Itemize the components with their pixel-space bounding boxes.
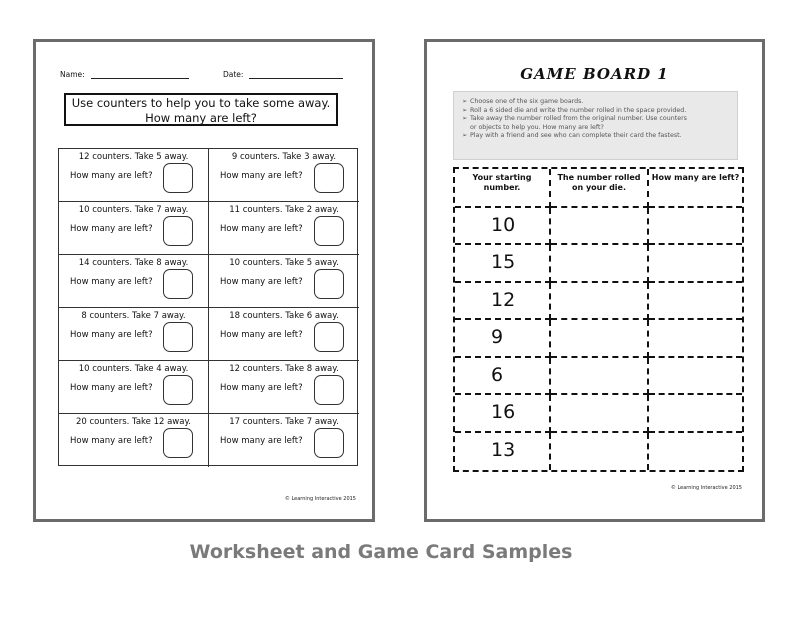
question-grid bbox=[58, 148, 358, 466]
date-label: Date: bbox=[223, 70, 244, 79]
question-cell bbox=[59, 255, 209, 308]
question-text: 12 counters. Take 8 away. bbox=[229, 364, 339, 374]
name-line bbox=[91, 70, 189, 79]
die-roll-cell[interactable] bbox=[551, 245, 649, 282]
die-roll-cell[interactable] bbox=[551, 358, 649, 395]
answer-cell[interactable] bbox=[649, 320, 742, 357]
answer-box[interactable] bbox=[314, 428, 344, 458]
answer-cell[interactable] bbox=[649, 283, 742, 320]
game-board-title: GAME BOARD 1 bbox=[520, 65, 669, 83]
answer-box[interactable] bbox=[314, 269, 344, 299]
die-roll-cell[interactable] bbox=[551, 433, 649, 470]
question-text: 9 counters. Take 3 away. bbox=[231, 152, 337, 162]
date-row bbox=[223, 70, 343, 79]
instruction-line-1: Use counters to help you to take some away. bbox=[71, 96, 331, 110]
answer-box[interactable] bbox=[163, 375, 193, 405]
answer-box[interactable] bbox=[163, 163, 193, 193]
question-cell bbox=[209, 202, 359, 255]
worksheet-copyright: © Learning Interactive 2015 bbox=[284, 496, 356, 502]
instruction-item: ➢ Take away the number rolled from the original number. Use counters bbox=[462, 115, 687, 123]
how-many-label: How many are left? bbox=[220, 330, 303, 340]
question-cell bbox=[209, 414, 359, 467]
name-label: Name: bbox=[60, 70, 85, 79]
starting-number: 10 bbox=[455, 208, 551, 245]
question-text: 10 counters. Take 7 away. bbox=[78, 205, 189, 215]
question-text: 10 counters. Take 5 away. bbox=[229, 258, 339, 268]
die-roll-cell[interactable] bbox=[551, 208, 649, 245]
instruction-item: ➢ Roll a 6 sided die and write the number rolled in the space provided. bbox=[462, 106, 687, 114]
bullet-arrow-icon: ➢ bbox=[462, 98, 468, 105]
instruction-item: ➢ Choose one of the six game boards. bbox=[462, 98, 584, 105]
bullet-arrow-icon: ➢ bbox=[462, 132, 468, 140]
question-cell bbox=[209, 255, 359, 308]
table-header: How many are left? bbox=[649, 169, 742, 208]
answer-box[interactable] bbox=[163, 216, 193, 246]
answer-cell[interactable] bbox=[649, 395, 742, 432]
how-many-label: How many are left? bbox=[220, 383, 303, 393]
table-header: The number rolled on your die. bbox=[551, 169, 649, 208]
instruction-item: ➢ Play with a friend and see who can complete their card the fastest. bbox=[462, 132, 682, 140]
question-cell bbox=[209, 308, 359, 361]
table-header: Your starting number. bbox=[455, 169, 551, 208]
die-roll-cell[interactable] bbox=[551, 283, 649, 320]
answer-box[interactable] bbox=[314, 322, 344, 352]
how-many-label: How many are left? bbox=[220, 171, 303, 181]
how-many-label: How many are left? bbox=[70, 330, 153, 340]
question-cell bbox=[59, 202, 209, 255]
how-many-label: How many are left? bbox=[70, 436, 153, 446]
name-row bbox=[60, 70, 189, 79]
starting-number: 15 bbox=[455, 245, 551, 282]
question-cell bbox=[209, 361, 359, 414]
answer-box[interactable] bbox=[314, 375, 344, 405]
starting-number: 13 bbox=[455, 433, 551, 470]
question-cell bbox=[59, 414, 209, 467]
how-many-label: How many are left? bbox=[220, 277, 303, 287]
bullet-arrow-icon: ➢ bbox=[462, 106, 468, 114]
die-roll-cell[interactable] bbox=[551, 320, 649, 357]
starting-number: 16 bbox=[455, 395, 551, 432]
answer-cell[interactable] bbox=[649, 208, 742, 245]
game-board-page bbox=[424, 39, 765, 522]
starting-number: 12 bbox=[455, 283, 551, 320]
die-roll-cell[interactable] bbox=[551, 395, 649, 432]
caption: Worksheet and Game Card Samples bbox=[189, 541, 573, 563]
bullet-arrow-icon: ➢ bbox=[462, 115, 468, 123]
answer-box[interactable] bbox=[163, 428, 193, 458]
answer-cell[interactable] bbox=[649, 433, 742, 470]
worksheet-page bbox=[33, 39, 375, 522]
question-text: 8 counters. Take 7 away. bbox=[81, 311, 186, 321]
question-cell bbox=[209, 149, 359, 202]
how-many-label: How many are left? bbox=[70, 224, 153, 234]
game-board-instructions bbox=[453, 91, 738, 160]
question-text: 20 counters. Take 12 away. bbox=[75, 417, 191, 427]
instruction-line-2: How many are left? bbox=[145, 111, 257, 125]
how-many-label: How many are left? bbox=[70, 171, 153, 181]
question-cell bbox=[59, 308, 209, 361]
how-many-label: How many are left? bbox=[220, 436, 303, 446]
answer-cell[interactable] bbox=[649, 245, 742, 282]
starting-number: 9 bbox=[455, 320, 551, 357]
how-many-label: How many are left? bbox=[70, 383, 153, 393]
question-cell bbox=[59, 149, 209, 202]
question-text: 10 counters. Take 4 away. bbox=[78, 364, 189, 374]
question-text: 12 counters. Take 5 away. bbox=[78, 152, 189, 162]
game-board-table bbox=[453, 167, 744, 472]
answer-box[interactable] bbox=[163, 269, 193, 299]
question-text: 17 counters. Take 7 away. bbox=[229, 417, 339, 427]
question-text: 18 counters. Take 6 away. bbox=[229, 311, 339, 321]
how-many-label: How many are left? bbox=[220, 224, 303, 234]
how-many-label: How many are left? bbox=[70, 277, 153, 287]
question-text: 14 counters. Take 8 away. bbox=[78, 258, 189, 268]
answer-box[interactable] bbox=[314, 163, 344, 193]
answer-box[interactable] bbox=[314, 216, 344, 246]
instruction-box bbox=[64, 93, 338, 126]
answer-box[interactable] bbox=[163, 322, 193, 352]
instruction-item-continued: or objects to help you. How many are left? bbox=[470, 123, 604, 131]
date-line bbox=[249, 70, 343, 79]
answer-cell[interactable] bbox=[649, 358, 742, 395]
starting-number: 6 bbox=[455, 358, 551, 395]
game-board-copyright: © Learning Interactive 2015 bbox=[670, 485, 742, 491]
question-cell bbox=[59, 361, 209, 414]
question-text: 11 counters. Take 2 away. bbox=[229, 205, 339, 215]
